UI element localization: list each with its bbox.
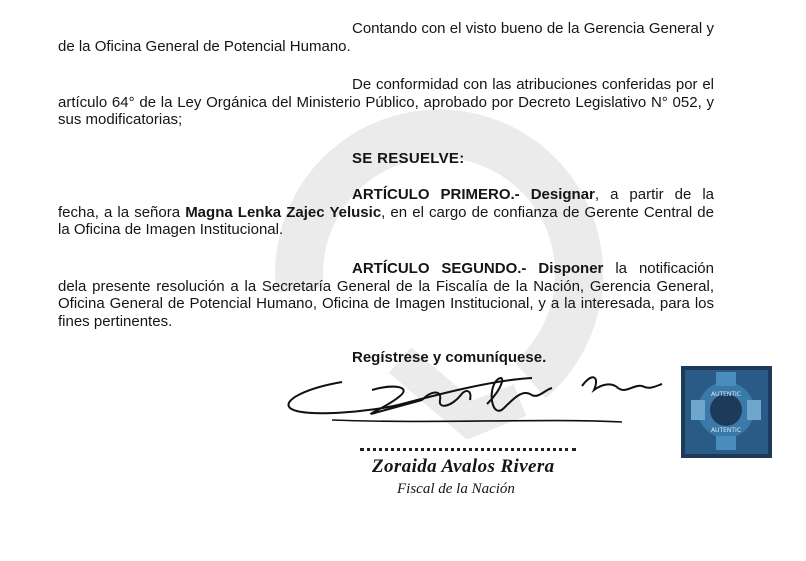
articulo-primero-text-b: , en el cargo de confianza de Gerente Central de la Oficina de Imagen Institucional. — [58, 203, 714, 238]
signer-title: Fiscal de la Nación — [397, 481, 515, 497]
signature-line — [360, 448, 576, 451]
signer-name: Zoraida Avalos Rivera — [372, 456, 555, 477]
articulo-primero — [58, 186, 714, 239]
se-resuelve-heading: SE RESUELVE: — [352, 150, 465, 167]
articulo-segundo-verb: Disponer — [538, 260, 604, 277]
closing-phrase: Regístrese y comuníquese. — [352, 349, 547, 366]
articulo-segundo-text: la notificación dela presente resolución a la Secretaría General de la Fiscalía de la Nación, Gerencia General, Oficina General de Potencial Humano, Oficina de Imagen Institucional, y a la interesada, para los fines pertinentes. — [58, 260, 714, 330]
svg-text:AUTENTIC: AUTENTIC — [710, 391, 742, 398]
handwritten-signature — [282, 360, 682, 440]
designee-name: Magna Lenka Zajec Yelusic — [185, 203, 382, 221]
paragraph-visto-bueno: Contando con el visto bueno de la Gerencia General y de la Oficina General de Potencial Humano. — [58, 20, 714, 55]
authentication-seal — [681, 366, 772, 458]
articulo-primero-heading: ARTÍCULO PRIMERO.- — [352, 186, 520, 203]
articulo-segundo-heading: ARTÍCULO SEGUNDO.- — [352, 260, 527, 277]
articulo-primero-text-a: , a partir de la fecha, a la señora — [58, 186, 714, 221]
articulo-primero-verb: Designar — [530, 186, 595, 203]
svg-text:AUTENTIC: AUTENTIC — [710, 427, 742, 434]
paragraph-conformidad: De conformidad con las atribuciones conferidas por el artículo 64° de la Ley Orgánica del Ministerio Público, aprobado por Decreto Legislativo N° 052, y sus modificatorias; — [58, 76, 714, 128]
articulo-segundo — [58, 260, 714, 330]
